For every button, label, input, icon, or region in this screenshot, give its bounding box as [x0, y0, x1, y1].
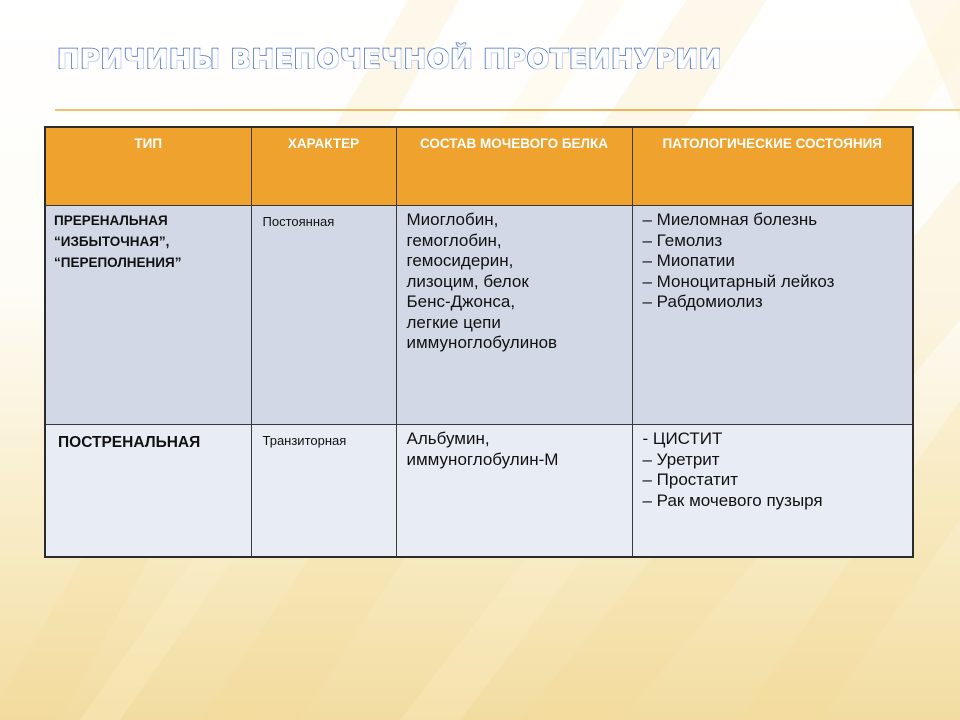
header-character: ХАРАКТЕР: [251, 127, 396, 206]
protein-line: Альбумин,: [406, 429, 490, 448]
table-row: [45, 425, 913, 558]
cell-conditions: [632, 206, 913, 425]
type-line: ПРЕРЕНАЛЬНАЯ: [54, 213, 168, 228]
condition-item: – Простатит: [642, 470, 739, 489]
header-protein-composition: СОСТАВ МОЧЕВОГО БЕЛКА: [396, 127, 632, 206]
condition-item: – Миопатии: [642, 251, 735, 270]
condition-item: - ЦИСТИТ: [642, 429, 723, 448]
type-line: “ИЗБЫТОЧНАЯ”,: [54, 234, 170, 249]
condition-item: – Моноцитарный лейкоз: [642, 271, 835, 291]
protein-line: лизоцим, белок: [406, 271, 529, 291]
slide-title: ПРИЧИНЫ ВНЕПОЧЕЧНОЙ ПРОТЕИНУРИИ: [57, 44, 722, 75]
protein-line: иммуноглобулинов: [406, 333, 558, 352]
cell-character: Постоянная: [251, 206, 396, 425]
cell-type: ПОСТРЕНАЛЬНАЯ: [45, 425, 251, 558]
condition-item: – Миеломная болезнь: [642, 210, 818, 229]
condition-item: – Уретрит: [642, 449, 720, 469]
condition-item: – Рабдомиолиз: [642, 292, 763, 311]
protein-causes-table: [44, 126, 914, 558]
protein-line: иммуноглобулин-М: [406, 449, 559, 469]
table-header-row: [45, 127, 913, 206]
header-type: ТИП: [45, 127, 251, 206]
protein-line: гемоглобин,: [406, 230, 502, 250]
cell-protein-composition: [396, 425, 632, 558]
protein-line: гемосидерин,: [406, 251, 514, 270]
title-divider: [55, 109, 960, 111]
cell-character: Транзиторная: [251, 425, 396, 558]
protein-line: Бенс-Джонса,: [406, 292, 516, 311]
table-row: [45, 206, 913, 425]
protein-line: Миоглобин,: [406, 210, 499, 229]
cell-type: [45, 206, 251, 425]
cell-protein-composition: [396, 206, 632, 425]
protein-line: легкие цепи: [406, 312, 501, 332]
condition-item: – Рак мочевого пузыря: [642, 490, 823, 510]
condition-item: – Гемолиз: [642, 230, 723, 250]
header-pathological-conditions: ПАТОЛОГИЧЕСКИЕ СОСТОЯНИЯ: [632, 127, 913, 206]
type-line: “ПЕРЕПОЛНЕНИЯ”: [54, 255, 182, 270]
cell-conditions: [632, 425, 913, 558]
